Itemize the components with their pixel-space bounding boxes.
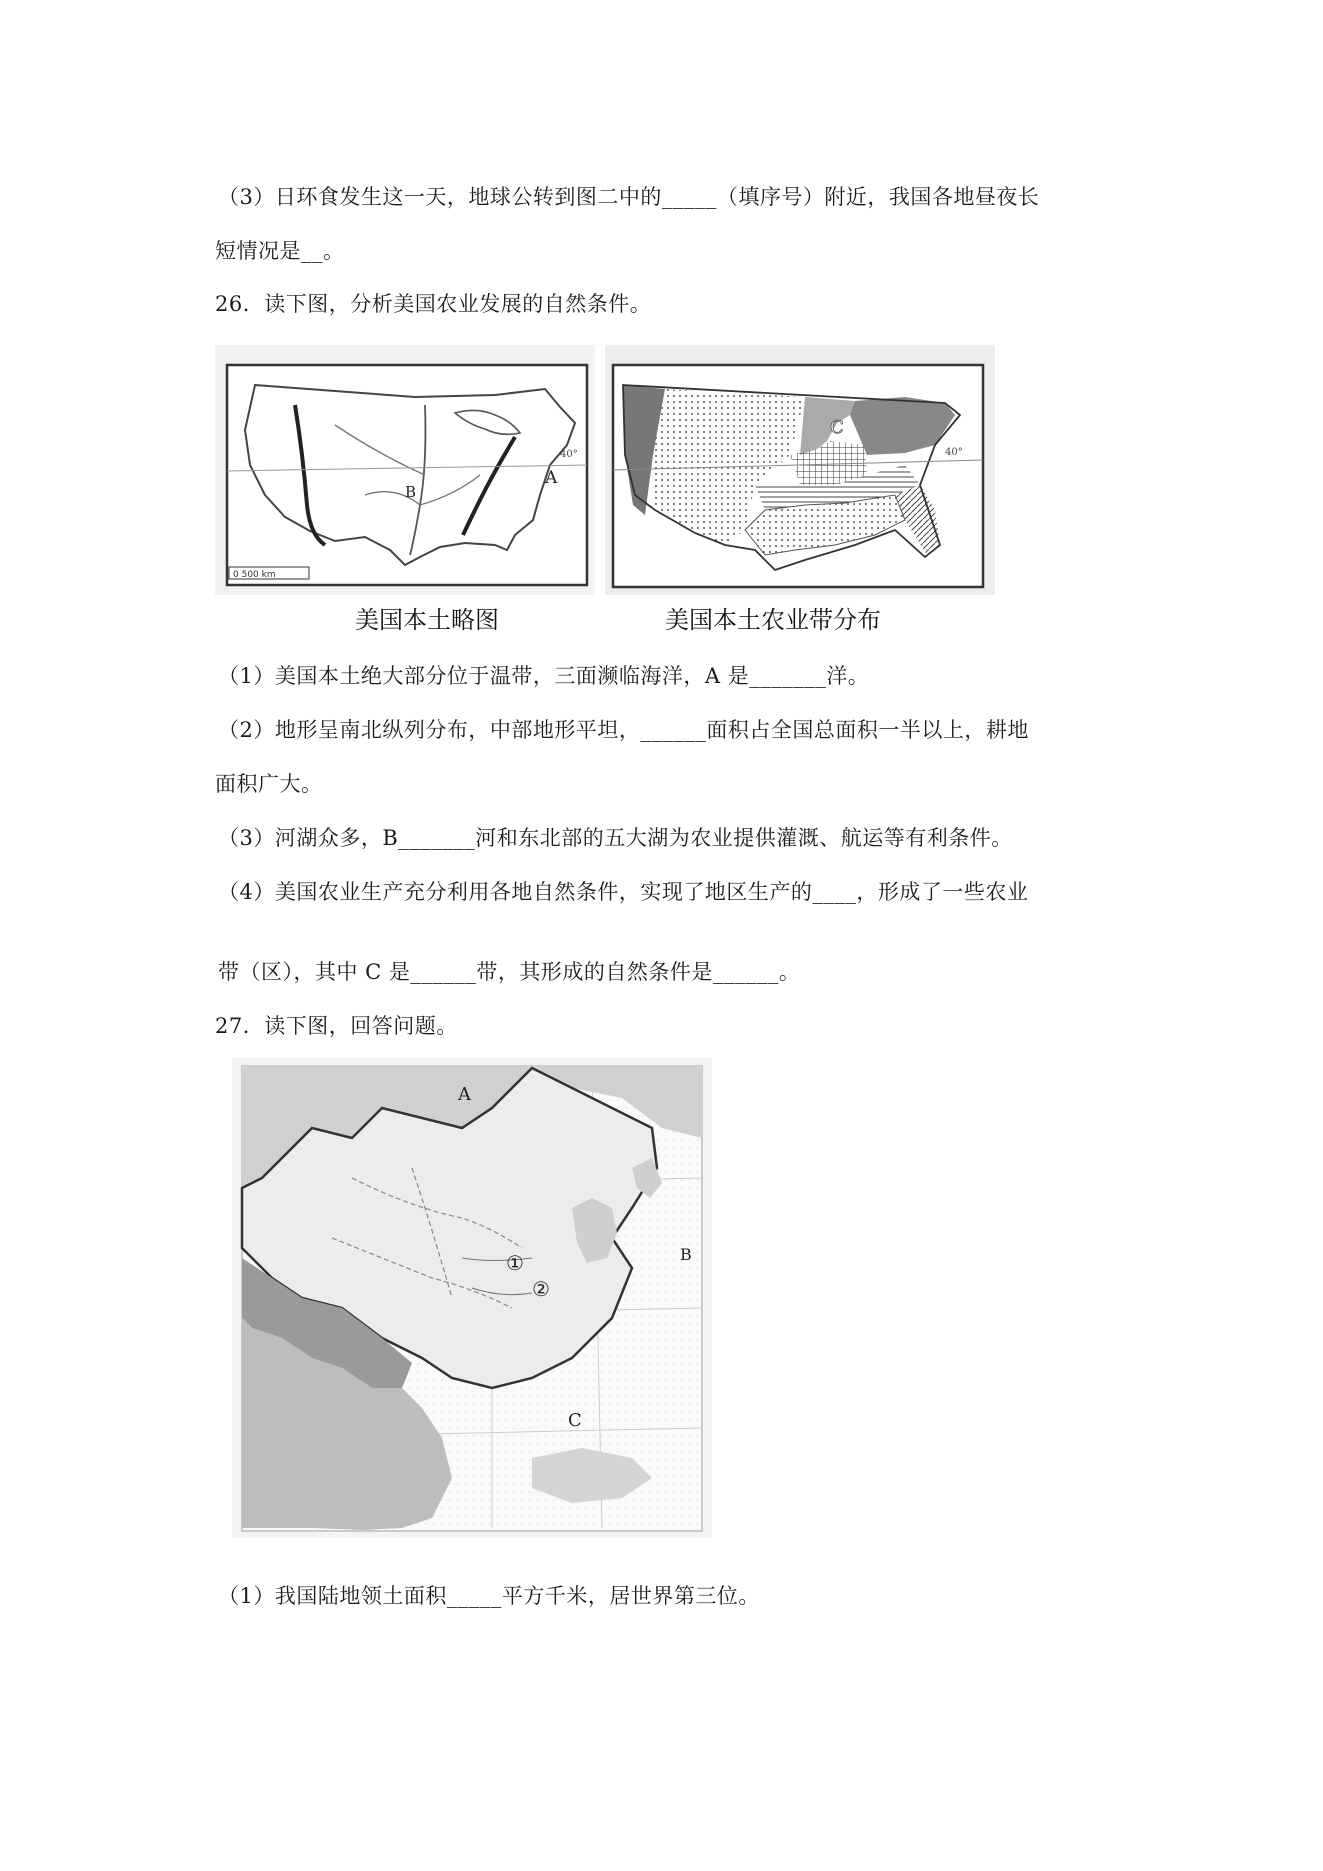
q26-part4-line1: （4）美国农业生产充分利用各地自然条件，实现了地区生产的____，形成了一些农业 xyxy=(218,880,1029,904)
map3-label-a: A xyxy=(458,1084,471,1105)
us-agriculture-belts-map xyxy=(605,345,995,595)
q26-part3: （3）河湖众多，B_______河和东北部的五大湖为农业提供灌溉、航运等有利条件。 xyxy=(218,826,1013,850)
q25-part3-line1: （3）日环食发生这一天，地球公转到图二中的_____（填序号）附近，我国各地昼夜长 xyxy=(218,185,1040,209)
map1-lat-label: 40° xyxy=(560,449,578,460)
q26-stem: 26．读下图，分析美国农业发展的自然条件。 xyxy=(215,292,652,316)
q27-stem: 27．读下图，回答问题。 xyxy=(215,1014,458,1038)
map2-label-c: C xyxy=(830,417,844,438)
map1-scale: 0 500 km xyxy=(233,570,276,580)
map3-label-b: B xyxy=(680,1245,692,1264)
q26-part2-line1: （2）地形呈南北纵列分布，中部地形平坦，______面积占全国总面积一半以上，耕地 xyxy=(218,718,1029,742)
q26-part1: （1）美国本土绝大部分位于温带，三面濒临海洋，A 是_______洋。 xyxy=(218,664,870,688)
us-outline-map xyxy=(215,345,595,595)
q27-part1: （1）我国陆地领土面积_____平方千米，居世界第三位。 xyxy=(218,1584,760,1608)
map2-caption: 美国本土农业带分布 xyxy=(665,606,881,634)
q25-part3-line2: 短情况是__。 xyxy=(215,239,345,263)
china-region-map xyxy=(232,1058,712,1538)
map1-label-a: A xyxy=(545,468,558,488)
map3-label-c: C xyxy=(568,1410,582,1431)
map3-label-2: ② xyxy=(532,1277,550,1301)
map1-caption: 美国本土略图 xyxy=(355,606,499,634)
map2-lat-label: 40° xyxy=(945,447,963,458)
map1-label-b: B xyxy=(405,483,417,501)
map3-label-1: ① xyxy=(506,1251,524,1275)
q26-part4-line2: 带（区），其中 C 是______带，其形成的自然条件是______。 xyxy=(218,960,801,984)
q26-part2-line2: 面积广大。 xyxy=(215,772,323,796)
